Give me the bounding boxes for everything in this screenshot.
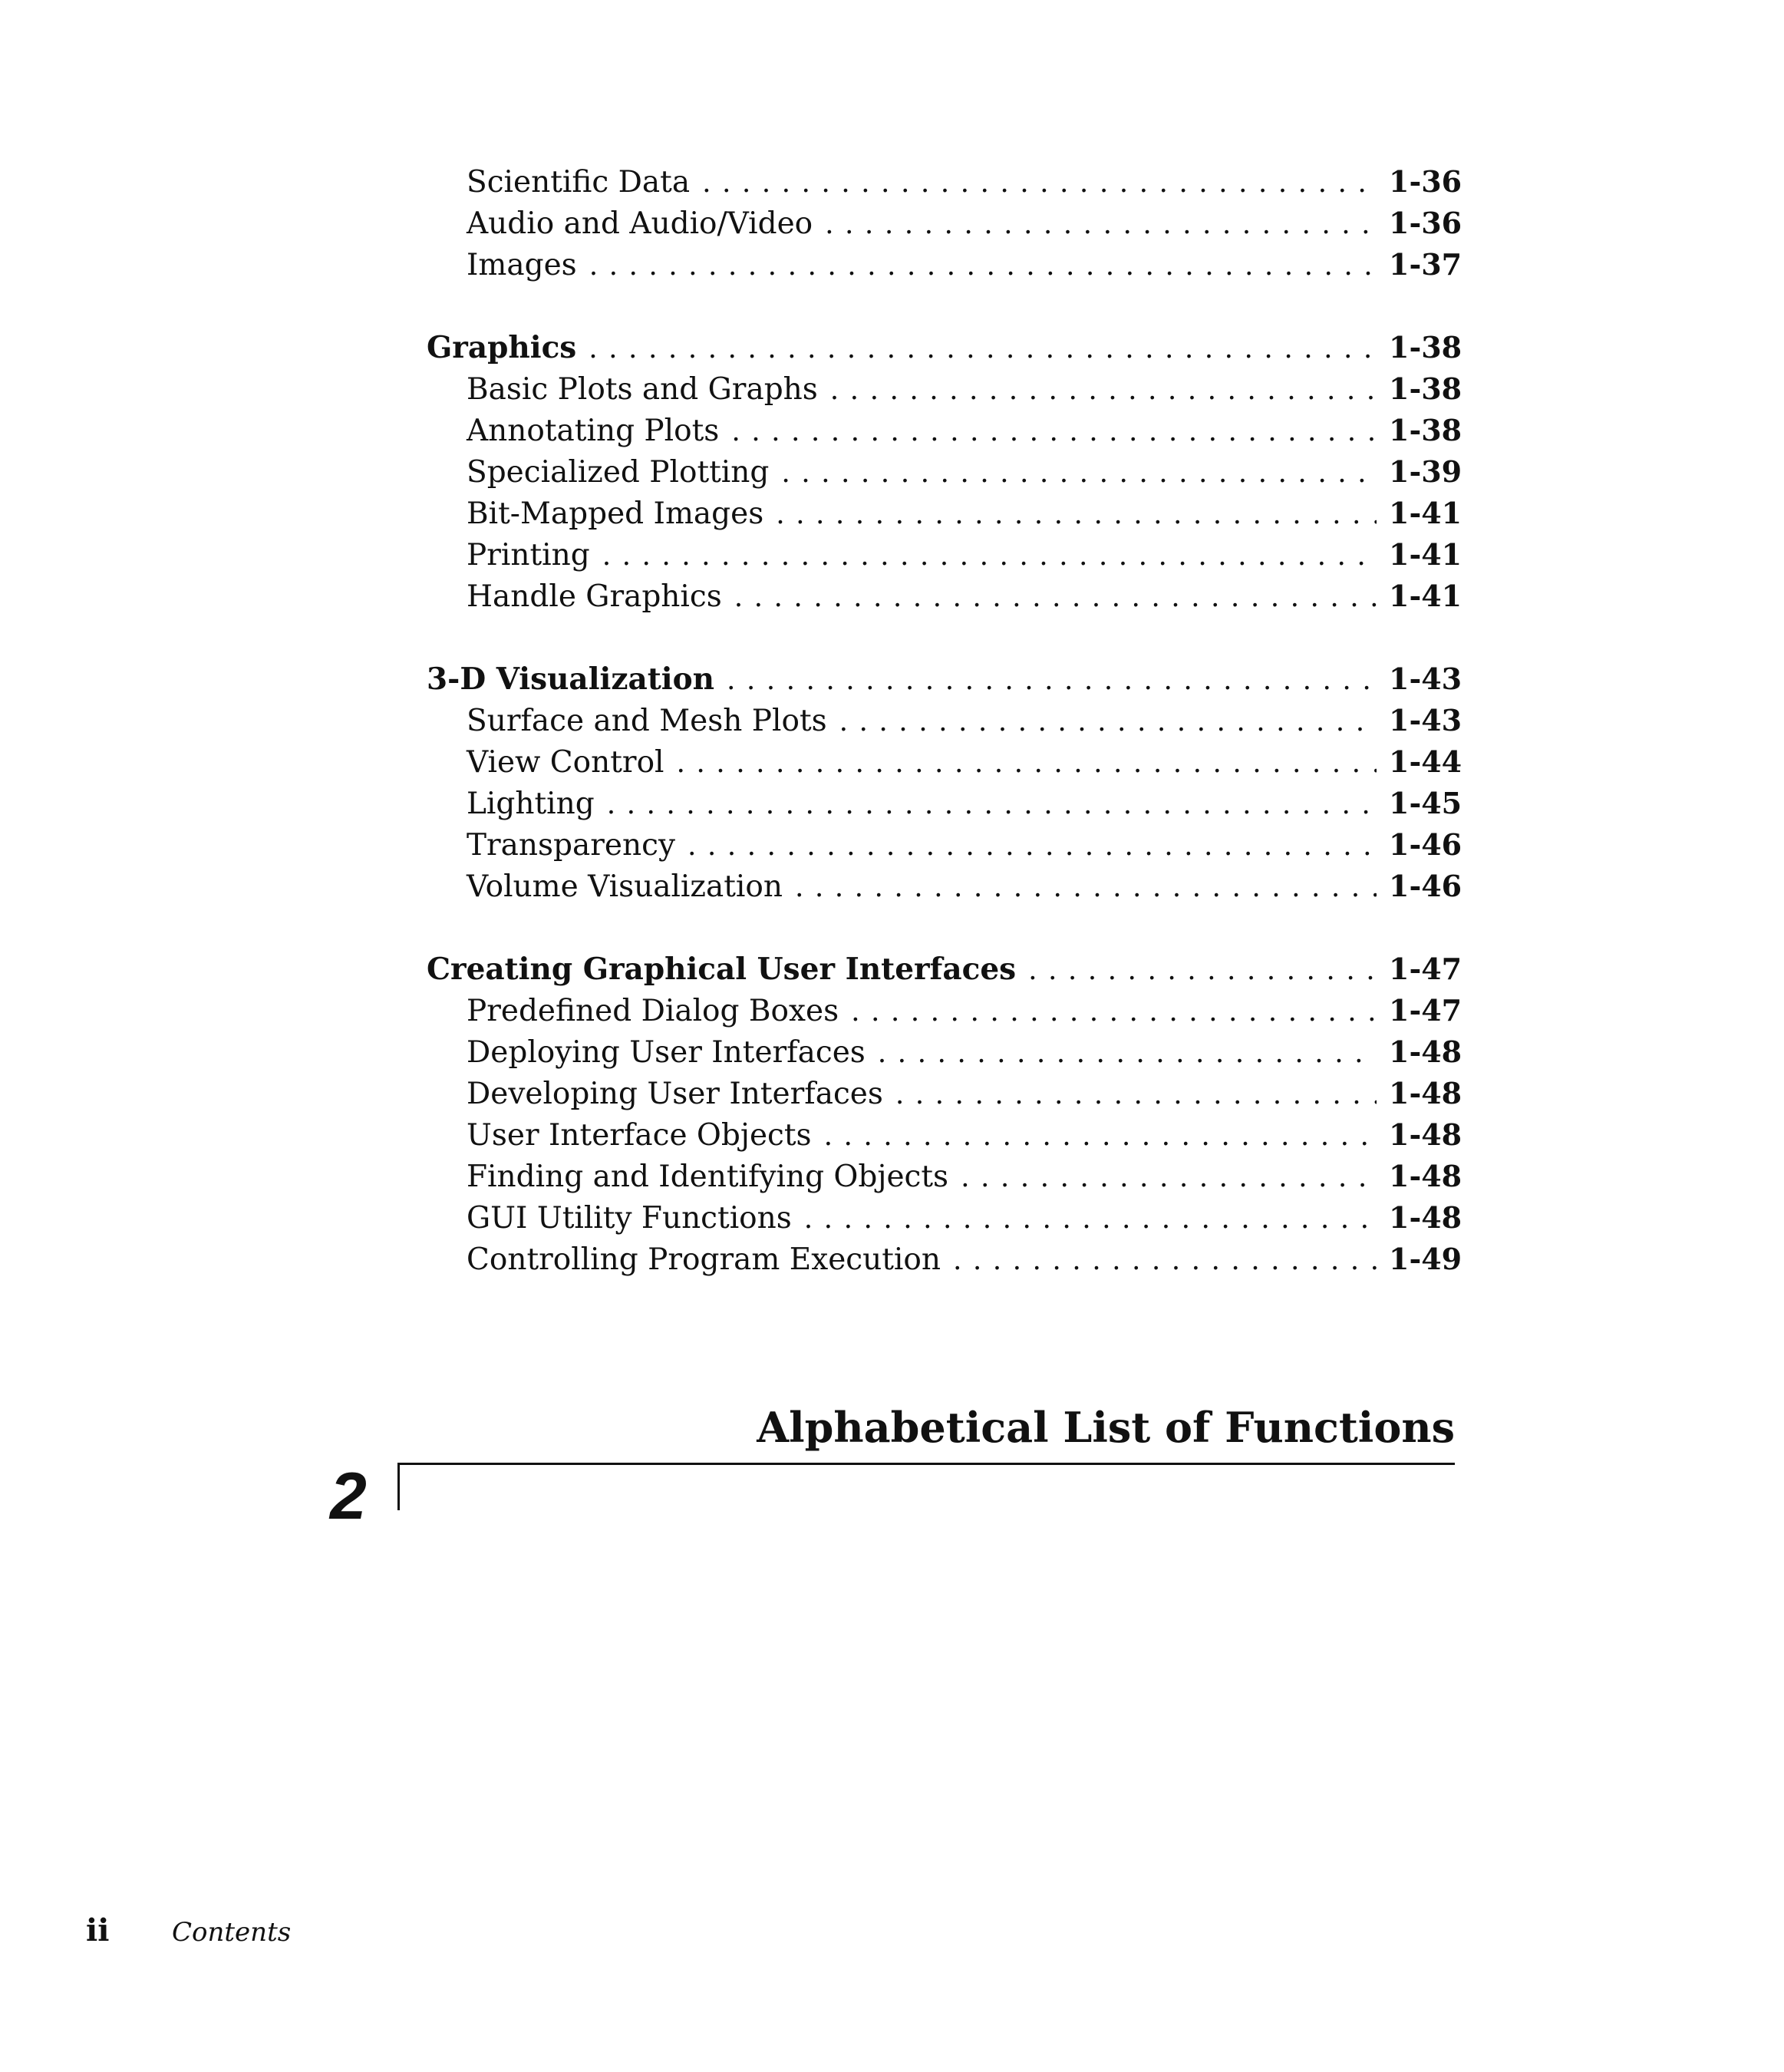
dot-leader — [688, 826, 1377, 867]
dot-leader — [1028, 950, 1377, 991]
page-footer — [86, 1912, 291, 1958]
dot-leader — [804, 1199, 1377, 1240]
dot-leader — [830, 370, 1377, 411]
toc-entry[interactable] — [427, 451, 1462, 493]
toc-page-number: 1-45 — [1389, 786, 1462, 820]
toc-entry-label: Images — [467, 248, 577, 282]
toc-entry-label: Deploying User Interfaces — [467, 1035, 866, 1070]
dot-leader — [677, 743, 1377, 784]
dot-leader — [589, 246, 1377, 287]
chapter-rule-vertical — [397, 1463, 400, 1510]
toc-entry[interactable] — [427, 1114, 1462, 1156]
toc-page-number: 1-39 — [1389, 454, 1462, 489]
toc-entry-label: Developing User Interfaces — [467, 1077, 883, 1111]
toc-entry-label: Printing — [467, 538, 590, 572]
toc-section — [427, 658, 1462, 907]
toc-entry[interactable] — [427, 368, 1462, 410]
toc-section-heading[interactable] — [427, 327, 1462, 368]
dot-leader — [824, 1116, 1377, 1157]
toc-entry-label: Volume Visualization — [467, 869, 783, 904]
toc-entry-label: Annotating Plots — [467, 414, 720, 448]
dot-leader — [878, 1033, 1377, 1074]
toc-page-number: 1-46 — [1389, 869, 1462, 903]
dot-leader — [734, 577, 1377, 619]
toc-entry-label: Lighting — [467, 787, 595, 821]
toc-entry-label: Bit-Mapped Images — [467, 497, 764, 531]
toc-entry-label: Scientific Data — [467, 165, 691, 200]
toc-entry[interactable] — [427, 1031, 1462, 1073]
dot-leader — [602, 536, 1377, 577]
dot-leader — [731, 411, 1377, 453]
toc-page-number: 1-43 — [1389, 662, 1462, 696]
toc-page-number: 1-41 — [1389, 537, 1462, 572]
toc-page-number: 1-43 — [1389, 703, 1462, 737]
dot-leader — [961, 1157, 1377, 1199]
toc-entry-label: GUI Utility Functions — [467, 1201, 792, 1236]
toc-entry[interactable] — [427, 824, 1462, 866]
chapter-rule-horizontal — [397, 1463, 1455, 1465]
toc-entry[interactable] — [427, 741, 1462, 783]
dot-leader — [895, 1074, 1377, 1116]
dot-leader — [825, 204, 1377, 246]
toc-entry-label: Controlling Program Execution — [467, 1242, 941, 1277]
chapter-number: 2 — [330, 1460, 367, 1533]
dot-leader — [781, 453, 1377, 494]
toc-section-heading[interactable] — [427, 658, 1462, 700]
toc-entry-label: Handle Graphics — [467, 579, 722, 614]
toc-entry-label: Transparency — [467, 828, 675, 863]
toc-entry-label: Basic Plots and Graphs — [467, 372, 818, 407]
toc-entry[interactable] — [427, 244, 1462, 285]
toc-page-number: 1-48 — [1389, 1034, 1462, 1069]
dot-leader — [851, 991, 1377, 1033]
dot-leader — [953, 1240, 1377, 1282]
toc-page-number: 1-36 — [1389, 164, 1462, 199]
toc-entry-label: User Interface Objects — [467, 1118, 812, 1153]
footer-section-label: Contents — [172, 1917, 292, 1948]
toc-heading-label: 3-D Visualization — [427, 662, 714, 697]
toc-entry[interactable] — [427, 1073, 1462, 1114]
toc-entry-label: Finding and Identifying Objects — [467, 1160, 949, 1194]
toc-section — [427, 949, 1462, 1280]
toc-page-number: 1-46 — [1389, 827, 1462, 862]
toc-entry-label: Predefined Dialog Boxes — [467, 994, 839, 1028]
toc-entry[interactable] — [427, 783, 1462, 824]
toc-entry[interactable] — [427, 410, 1462, 451]
toc-heading-label: Graphics — [427, 330, 577, 365]
table-of-contents — [427, 161, 1462, 1321]
toc-page-number: 1-41 — [1389, 496, 1462, 530]
toc-page-number: 1-47 — [1389, 993, 1462, 1028]
dot-leader — [589, 328, 1377, 370]
dot-leader — [607, 784, 1377, 826]
toc-page-number: 1-41 — [1389, 579, 1462, 613]
chapter-header — [330, 1397, 1455, 1535]
toc-entry[interactable] — [427, 700, 1462, 741]
toc-entry-label: Specialized Plotting — [467, 455, 770, 490]
toc-entry[interactable] — [427, 1156, 1462, 1197]
toc-page-number: 1-48 — [1389, 1200, 1462, 1235]
toc-page-number: 1-36 — [1389, 206, 1462, 240]
toc-page-number: 1-48 — [1389, 1117, 1462, 1152]
toc-page-number: 1-38 — [1389, 330, 1462, 365]
toc-entry-label: Surface and Mesh Plots — [467, 704, 827, 738]
toc-entry[interactable] — [427, 203, 1462, 244]
toc-entry[interactable] — [427, 866, 1462, 907]
toc-page-number: 1-47 — [1389, 952, 1462, 986]
toc-page-number: 1-37 — [1389, 247, 1462, 282]
toc-section — [427, 327, 1462, 617]
toc-entry[interactable] — [427, 1197, 1462, 1239]
toc-page-number: 1-44 — [1389, 744, 1462, 779]
toc-page-number: 1-38 — [1389, 413, 1462, 447]
toc-entry[interactable] — [427, 534, 1462, 576]
toc-page-number: 1-38 — [1389, 371, 1462, 406]
toc-entry[interactable] — [427, 990, 1462, 1031]
toc-section — [427, 161, 1462, 285]
toc-entry[interactable] — [427, 161, 1462, 203]
toc-page-number: 1-49 — [1389, 1242, 1462, 1276]
toc-page-number: 1-48 — [1389, 1159, 1462, 1193]
chapter-title: Alphabetical List of Functions — [757, 1403, 1455, 1452]
toc-page-number: 1-48 — [1389, 1076, 1462, 1110]
dot-leader — [776, 494, 1377, 536]
toc-section-heading[interactable] — [427, 949, 1462, 990]
footer-page-number: ii — [86, 1912, 110, 1948]
dot-leader — [795, 867, 1377, 909]
toc-entry[interactable] — [427, 1239, 1462, 1280]
toc-entry-label: View Control — [467, 745, 664, 780]
dot-leader — [839, 701, 1377, 743]
toc-entry[interactable] — [427, 576, 1462, 617]
toc-entry[interactable] — [427, 493, 1462, 534]
dot-leader — [702, 163, 1377, 204]
toc-heading-label: Creating Graphical User Interfaces — [427, 952, 1017, 987]
dot-leader — [727, 660, 1377, 701]
toc-entry-label: Audio and Audio/Video — [467, 206, 813, 241]
